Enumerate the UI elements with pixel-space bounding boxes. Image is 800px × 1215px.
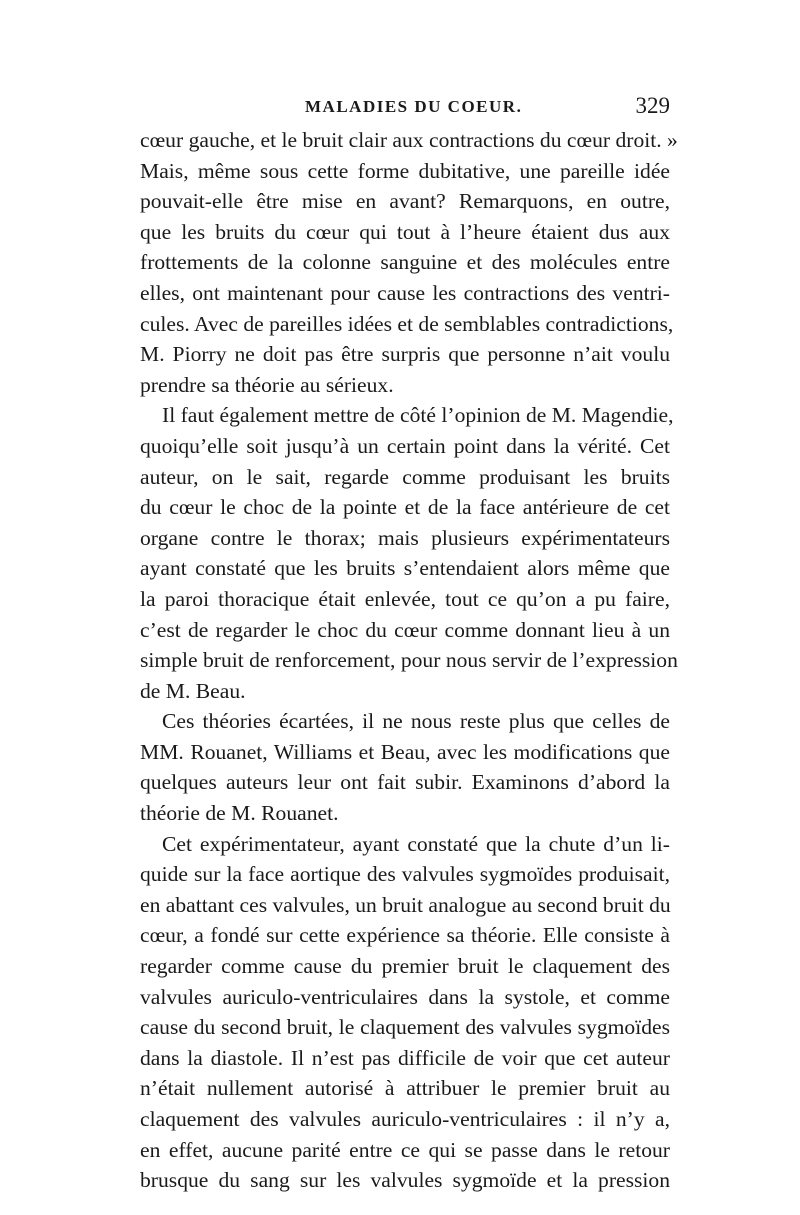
text-line: la paroi thoracique était enlevée, tout ce qu’on a pu faire, xyxy=(140,586,670,611)
text-line: Mais, même sous cette forme dubitative, une pareille idée xyxy=(140,158,670,183)
running-head xyxy=(140,93,670,121)
text-line: quoiqu’elle soit jusqu’à un certain point dans la vérité. Cet xyxy=(140,433,670,458)
text-line: regarder comme cause du premier bruit le claquement des xyxy=(140,954,670,979)
text-line: auteur, on le sait, regarde comme produisant les bruits xyxy=(140,464,670,489)
text-line: pouvait-elle être mise en avant? Remarquons, en outre, xyxy=(140,189,670,214)
text-line: simple bruit de renforcement, pour nous servir de l’expression xyxy=(140,648,678,673)
text-line: M. Piorry ne doit pas être surpris que personne n’ait voulu xyxy=(140,342,670,367)
text-line: MM. Rouanet, Williams et Beau, avec les modifications que xyxy=(140,739,670,764)
text-line: cause du second bruit, le claquement des valvules sygmoïdes xyxy=(140,1015,670,1040)
text-line: frottements de la colonne sanguine et des molécules entre xyxy=(140,250,670,275)
text-line: en abattant ces valvules, un bruit analogue au second bruit du xyxy=(140,892,671,917)
text-line: dans la diastole. Il n’est pas difficile de voir que cet auteur xyxy=(140,1045,670,1070)
text-line: claquement des valvules auriculo-ventriculaires : il n’y a, xyxy=(140,1107,670,1131)
running-title: MALADIES DU COEUR. xyxy=(305,97,523,116)
text-line: ayant constaté que les bruits s’entendaient alors même que xyxy=(140,556,670,581)
text-line: valvules auriculo-ventriculaires dans la systole, et comme xyxy=(140,984,670,1009)
text-line: Cet expérimentateur, ayant constaté que la chute d’un li- xyxy=(162,831,670,856)
text-line: en effet, aucune parité entre ce qui se passe dans le retour xyxy=(140,1137,670,1162)
body-text xyxy=(140,125,678,1196)
text-line: brusque du sang sur les valvules sygmoïde et la pression xyxy=(140,1168,670,1193)
text-line: n’était nullement autorisé à attribuer le premier bruit au xyxy=(140,1076,670,1101)
text-line: cules. Avec de pareilles idées et de semblables contradictions, xyxy=(140,311,674,336)
text-line: que les bruits du cœur qui tout à l’heure étaient dus aux xyxy=(140,219,670,244)
text-line: quelques auteurs leur ont fait subir. Examinons d’abord la xyxy=(140,770,670,795)
text-line: c’est de regarder le choc du cœur comme donnant lieu à un xyxy=(140,617,670,642)
text-line: prendre sa théorie au sérieux. xyxy=(140,372,394,397)
text-line: Il faut également mettre de côté l’opinion de M. Magendie, xyxy=(162,403,674,428)
text-line: Ces théories écartées, il ne nous reste plus que celles de xyxy=(162,709,670,734)
page-number: 329 xyxy=(635,93,670,118)
text-line: organe contre le thorax; mais plusieurs expérimentateurs xyxy=(140,525,670,550)
text-line: cœur gauche, et le bruit clair aux contractions du cœur droit. » xyxy=(140,128,678,152)
text-line: elles, ont maintenant pour cause les contractions des ventri- xyxy=(140,280,670,305)
text-line: de M. Beau. xyxy=(140,678,246,703)
text-line: quide sur la face aortique des valvules sygmoïdes produisait, xyxy=(140,862,670,887)
text-line: cœur, a fondé sur cette expérience sa théorie. Elle consiste à xyxy=(140,923,670,948)
text-line: du cœur le choc de la pointe et de la face antérieure de cet xyxy=(140,495,670,520)
text-line: théorie de M. Rouanet. xyxy=(140,801,339,826)
